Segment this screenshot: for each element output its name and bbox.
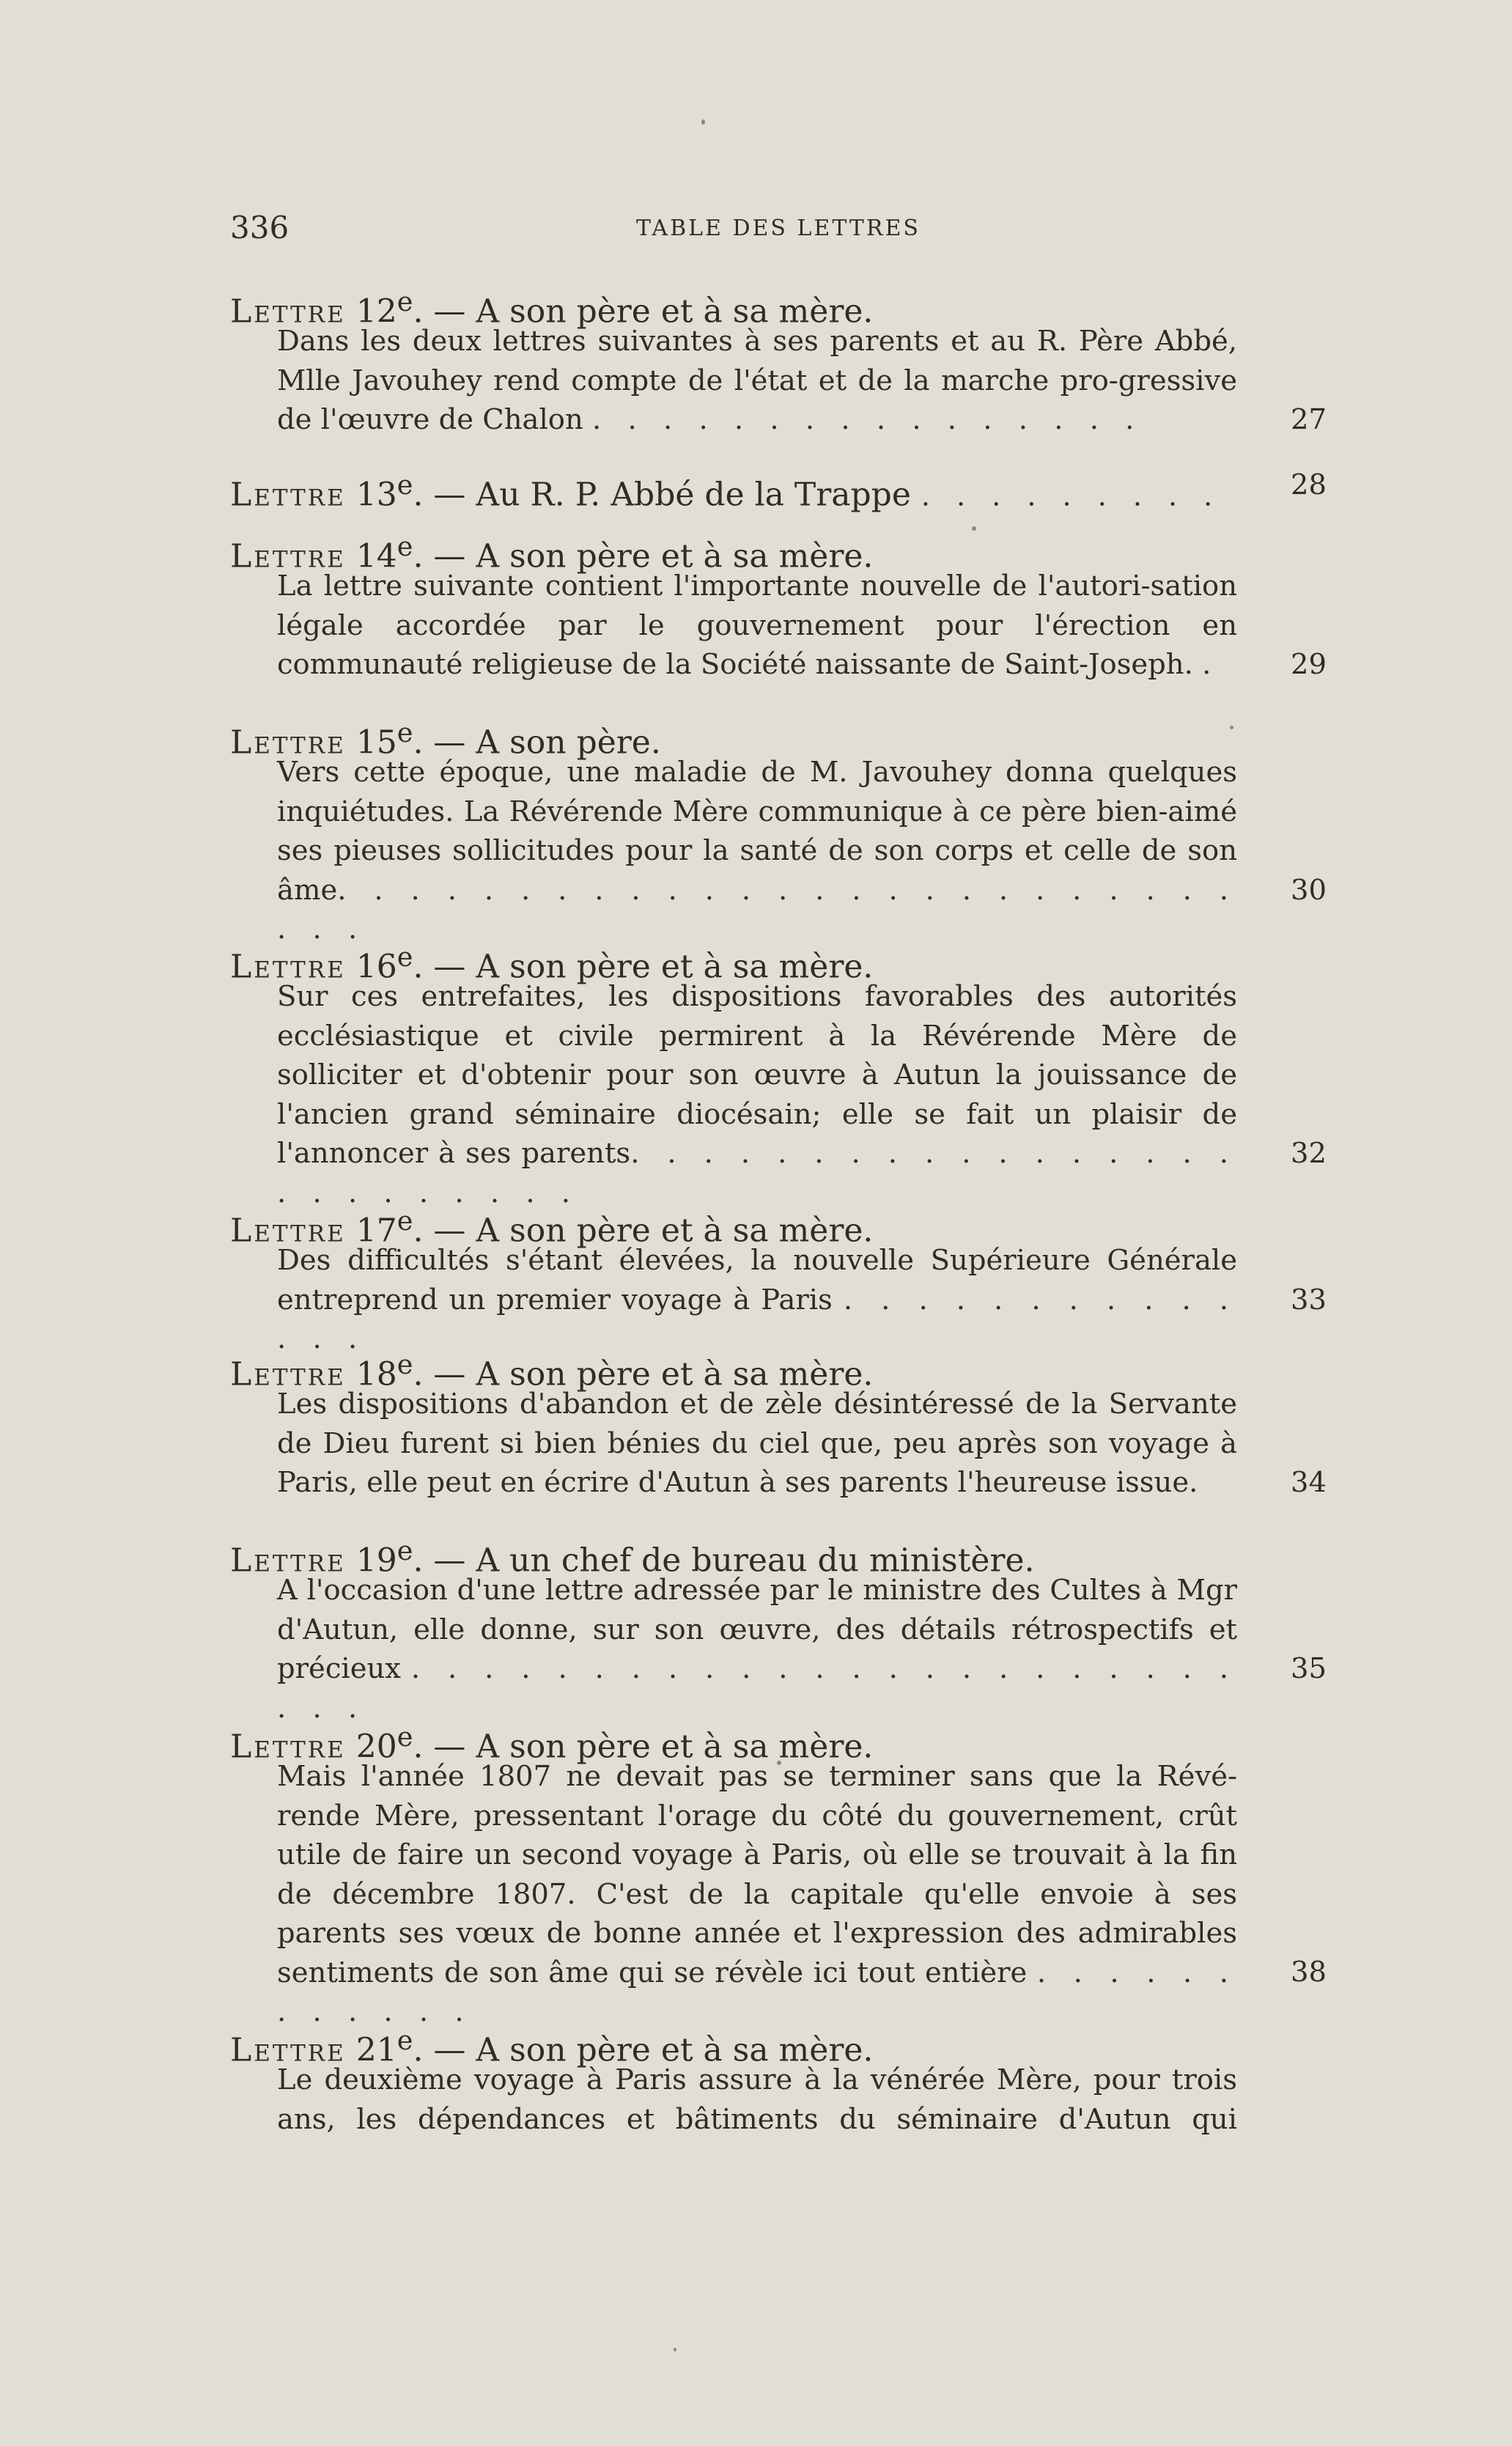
lettre-label: Lettre bbox=[230, 1355, 346, 1393]
letter-number: 18 bbox=[355, 1355, 397, 1393]
letter-number: 19 bbox=[355, 1541, 397, 1580]
letter-summary: Mais l'année 1807 ne devait pas se terminer sans que la Révé-rende Mère, pressentant l'orage du côté du gouvernement, crût utile de faire un second voyage à Paris, où elle se trouvait à la fin de décembre 1807. C'est de la capitale qu'elle envoie à ses parents ses vœux de bonne année et l'expression des admirables sentiments de son âme qui se révèle ici tout entière . . . . . . . . . . . . bbox=[277, 1760, 1237, 2028]
entry-title bbox=[230, 713, 1327, 762]
page-number: 336 bbox=[230, 210, 290, 246]
entry-title bbox=[230, 2021, 1327, 2069]
entry-title bbox=[230, 1717, 1327, 1766]
letter-entry-19 bbox=[230, 1531, 1327, 1728]
letter-number: 13 bbox=[355, 476, 397, 514]
lettre-label: Lettre bbox=[230, 1541, 346, 1580]
letter-summary: Les dispositions d'abandon et de zèle désintéressé de la Servante de Dieu furent si bien bénies du ciel que, peu après son voyage à Paris, elle peut en écrire d'Autun à ses parents l'heureuse issue. bbox=[277, 1388, 1237, 1499]
lettre-label: Lettre bbox=[230, 476, 346, 514]
paper-speck bbox=[701, 119, 705, 125]
letter-summary: Vers cette époque, une maladie de M. Javouhey donna quelques inquiétudes. La Révérende Mère communique à ce père bien-aimé ses pieuses sollicitudes pour la santé de son corps et celle de son âme. . . . . . . . . . . . . . . . . . . . . . . . . . . . bbox=[277, 756, 1237, 946]
letter-entry-14 bbox=[230, 527, 1327, 685]
ordinal-suffix: e bbox=[397, 286, 413, 317]
letter-recipient: . — A son père et à sa mère. bbox=[413, 1355, 874, 1393]
letter-recipient: . — Au R. P. Abbé de la Trappe bbox=[413, 476, 911, 514]
page-reference: 38 bbox=[1291, 1956, 1327, 1989]
lettre-label: Lettre bbox=[230, 2031, 346, 2069]
letter-number: 17 bbox=[355, 1212, 397, 1250]
page-reference: 28 bbox=[1291, 468, 1327, 501]
entry-title bbox=[230, 282, 1327, 331]
letter-recipient: . — A son père. bbox=[413, 723, 661, 762]
page-reference: 34 bbox=[1291, 1466, 1327, 1499]
ordinal-suffix: e bbox=[397, 2025, 413, 2056]
letter-recipient: . — A son père et à sa mère. bbox=[413, 292, 874, 331]
ordinal-suffix: e bbox=[397, 1205, 413, 1237]
letter-entry-21 bbox=[230, 2021, 1327, 2139]
leader-dots: . . . . . . . . . . . . . . . . bbox=[592, 403, 1143, 436]
letter-number: 12 bbox=[355, 292, 397, 331]
letter-entry-15 bbox=[230, 713, 1327, 949]
letter-summary: A l'occasion d'une lettre adressée par le ministre des Cultes à Mgr d'Autun, elle donne, sur son œuvre, des détails rétrospectifs et précieux . . . . . . . . . . . . . . . . . . . . . . . . . . bbox=[277, 1574, 1237, 1725]
leader-dots: . . . . . . . . . bbox=[921, 479, 1222, 512]
letter-summary: Des difficultés s'étant élevées, la nouvelle Supérieure Générale entreprend un premier voyage à Paris . . . . . . . . . . . . . . bbox=[277, 1244, 1238, 1355]
letter-entry-17 bbox=[230, 1201, 1327, 1359]
page-reference: 33 bbox=[1291, 1283, 1327, 1316]
ordinal-suffix: e bbox=[397, 531, 413, 562]
leader-dots: . . . . . . . . . . . . . . . . . . . . . . . . . . . . bbox=[277, 873, 1237, 946]
letter-entry-12 bbox=[230, 282, 1327, 440]
letter-summary: Le deuxième voyage à Paris assure à la vénérée Mère, pour trois ans, les dépendances et bâtiments du séminaire d'Autun qui bbox=[277, 2063, 1237, 2136]
lettre-label: Lettre bbox=[230, 292, 346, 331]
letter-recipient: . — A un chef de bureau du ministère. bbox=[413, 1541, 1035, 1580]
ordinal-suffix: e bbox=[397, 1535, 413, 1566]
letter-number: 14 bbox=[355, 537, 397, 575]
lettre-label: Lettre bbox=[230, 948, 346, 986]
entry-title bbox=[230, 465, 1327, 514]
lettre-label: Lettre bbox=[230, 723, 346, 762]
header-title: TABLE DES LETTRES bbox=[636, 216, 921, 241]
letter-summary: Sur ces entrefaites, les dispositions favorables des autorités ecclésiastique et civile permirent à la Révérende Mère de solliciter et d'obtenir pour son œuvre à Autun la jouissance de l'ancien grand séminaire diocésain; elle se fait un plaisir de l'annoncer à ses parents. . . . . . . . . . . . . . . . . . . . . . . . . . bbox=[277, 980, 1237, 1209]
page-reference: 29 bbox=[1291, 648, 1327, 681]
letter-summary: La lettre suivante contient l'importante nouvelle de l'autori-sation légale accordée par le gouvernement pour l'érection en communauté religieuse de la Société naissante de Saint-Joseph. . bbox=[277, 570, 1237, 681]
letter-entry-20 bbox=[230, 1717, 1327, 2032]
leader-dots: . . . . . . . . . . . . bbox=[277, 1956, 1237, 2028]
letter-entry-18 bbox=[230, 1345, 1327, 1503]
entry-title bbox=[230, 1345, 1327, 1393]
page-reference: 30 bbox=[1291, 874, 1327, 907]
lettre-label: Lettre bbox=[230, 1212, 346, 1250]
letter-number: 15 bbox=[355, 723, 397, 762]
letter-number: 20 bbox=[355, 1728, 397, 1766]
letter-recipient: . — A son père et à sa mère. bbox=[413, 1212, 874, 1250]
ordinal-suffix: e bbox=[397, 469, 413, 501]
letter-recipient: . — A son père et à sa mère. bbox=[413, 1728, 874, 1766]
leader-dots: . . . . . . . . . . . . . . bbox=[277, 1283, 1238, 1355]
ordinal-suffix: e bbox=[397, 717, 413, 748]
letter-recipient: . — A son père et à sa mère. bbox=[413, 537, 874, 575]
ordinal-suffix: e bbox=[397, 941, 413, 973]
letter-entry-13 bbox=[230, 465, 1327, 514]
entry-title bbox=[230, 527, 1327, 575]
ordinal-suffix: e bbox=[397, 1349, 413, 1380]
paper-speck bbox=[674, 2348, 676, 2351]
page-reference: 35 bbox=[1291, 1652, 1327, 1685]
leader-dots: . . . . . . . . . . . . . . . . . . . . . . . . . . bbox=[277, 1137, 1237, 1209]
leader-dots: . . . . . . . . . . . . . . . . . . . . . . . . . . bbox=[277, 1652, 1237, 1725]
letter-summary: Dans les deux lettres suivantes à ses parents et au R. Père Abbé, Mlle Javouhey rend compte de l'état et de la marche pro-gressive de l'œuvre de Chalon . . . . . . . . . . . . . . . . bbox=[277, 325, 1237, 436]
letter-recipient: . — A son père et à sa mère. bbox=[413, 948, 874, 986]
page-reference: 27 bbox=[1291, 403, 1327, 436]
entry-title bbox=[230, 1531, 1327, 1580]
letter-number: 21 bbox=[355, 2031, 397, 2069]
ordinal-suffix: e bbox=[397, 1721, 413, 1753]
entry-title bbox=[230, 1201, 1327, 1250]
running-head bbox=[230, 210, 1327, 254]
lettre-label: Lettre bbox=[230, 537, 346, 575]
page-reference: 32 bbox=[1291, 1137, 1327, 1170]
letter-entry-16 bbox=[230, 937, 1327, 1212]
lettre-label: Lettre bbox=[230, 1728, 346, 1766]
entry-title bbox=[230, 937, 1327, 986]
letter-recipient: . — A son père et à sa mère. bbox=[413, 2031, 874, 2069]
letter-number: 16 bbox=[355, 948, 397, 986]
leader-dots: . bbox=[1202, 648, 1220, 681]
